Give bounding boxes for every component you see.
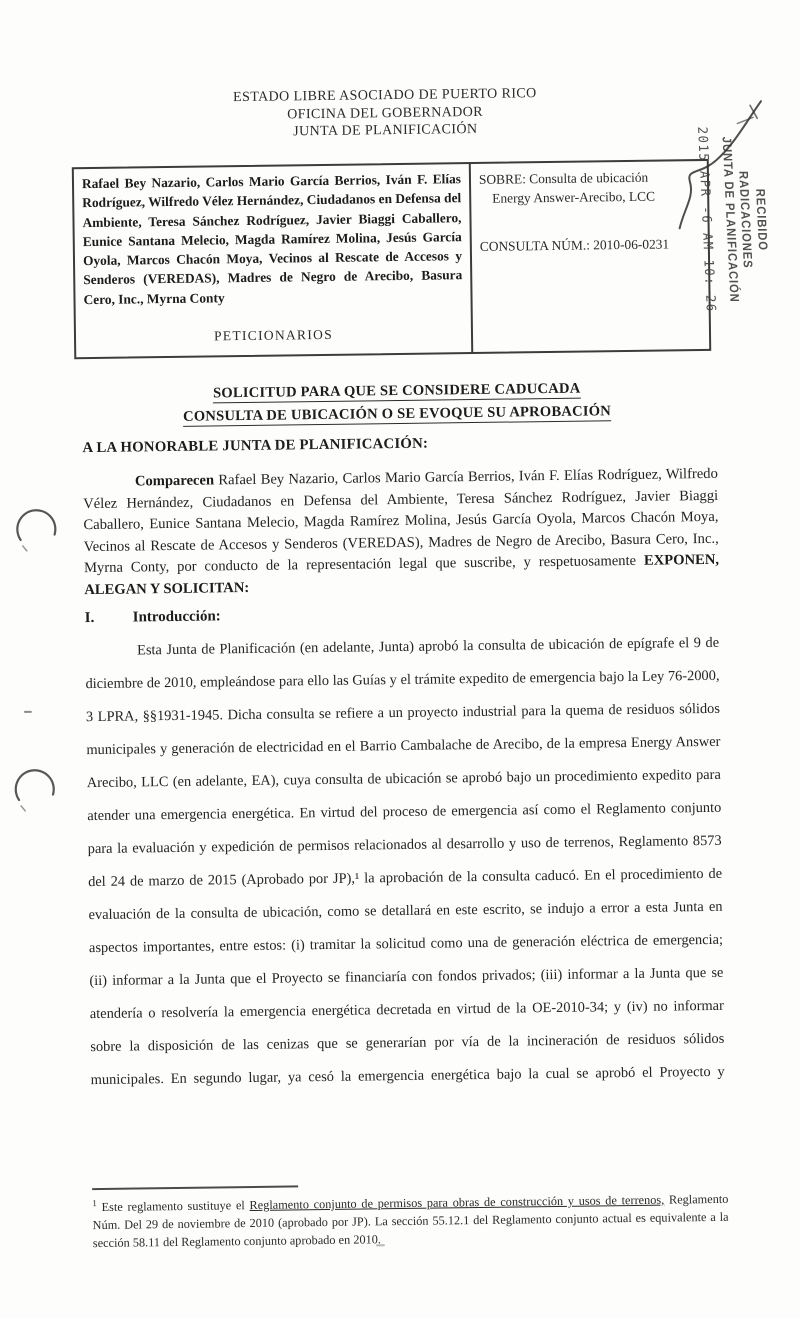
footnote-marker: 1 bbox=[92, 1198, 97, 1209]
stray-mark bbox=[24, 711, 32, 713]
caption-petitioners-cell bbox=[74, 164, 473, 357]
footnote-separator bbox=[92, 1185, 298, 1190]
stamp-received-label: RECIBIDO bbox=[753, 188, 771, 251]
section-heading-label: Introducción: bbox=[132, 608, 221, 626]
letterhead-line-3: JUNTA DE PLANIFICACIÓN bbox=[293, 121, 478, 140]
footnote-underlined-citation: Reglamento conjunto de permisos para obras de construcción y usos de terrenos, bbox=[249, 1192, 665, 1213]
letterhead-line-1: ESTADO LIBRE ASOCIADO DE PUERTO RICO bbox=[233, 86, 537, 106]
document-title-line-2: CONSULTA DE UBICACIÓN O SE EVOQUE SU APROBACIÓN bbox=[182, 402, 612, 425]
petitioners-label: PETICIONARIOS bbox=[213, 326, 334, 344]
caption-case-info-cell bbox=[471, 161, 709, 352]
document-title-line-1: SOLICITUD PARA QUE SE CONSIDERE CADUCADA bbox=[212, 380, 581, 402]
appearance-closing: EXPONEN, ALEGAN Y SOLICITAN: bbox=[84, 552, 720, 599]
appearance-paragraph bbox=[83, 464, 720, 602]
case-subject-line-2: Energy Answer-Arecibo, LCC bbox=[492, 188, 656, 206]
appearance-lead: Comparecen bbox=[134, 472, 215, 490]
section-1-heading bbox=[85, 608, 221, 627]
footnote-text bbox=[92, 1186, 729, 1252]
letterhead-line-2: OFICINA DEL GOBERNADOR bbox=[287, 104, 484, 122]
introduction-paragraph: Esta Junta de Planificación (en adelante, Junta) aprobó la consulta de ubicación de epígrafe el 9 de diciembre de 2010, empleándose para ello las Guías y el trámite expedito de emergencia bajo la Ley 76-2000, 3 LPRA, §§1931-1945. Dicha consulta se refiere a un proyecto industrial para la quema de residuos sólidos municipales y generación de electricidad en el Barrio Cambalache de Arecibo, de la empresa Energy Answer Arecibo, LLC (en adelante, EA), cuya consulta de ubicación se aprobó bajo un procedimiento expedito para atender una emergencia energética. En virtud del proceso de emergencia así como el Reglamento conjunto para la evaluación y expedición de permisos relacionados al desarrollo y uso de terrenos, Reglamento 8573 del 24 de marzo de 2015 (Aprobado por JP),¹ la aprobación de la consulta caducó. En el procedimiento de evaluación de la consulta de ubicación, como se detallará en este escrito, se indujo a error a esta Junta en aspectos importantes, entre estos: (i) tramitar la solicitud como una de generación eléctrica de emergencia; (ii) informar a la Junta que el Proyecto se financiaría con fondos privados; (iii) informar a la Junta que se atendería o resolvería la emergencia energética decretada en virtud de la OE-2010-34; y (iv) no informar sobre la disposición de las cenizas que se generarían por vía de la incineración de residuos sólidos municipales. En segundo lugar, ya cesó la emergencia energética bajo la cual se aprobó el Proyecto y bbox=[85, 634, 725, 1089]
salutation: A LA HONORABLE JUNTA DE PLANIFICACIÓN: bbox=[82, 435, 429, 457]
stamp-radicaciones-label: RADICACIONES bbox=[736, 170, 756, 269]
appearance-body: Rafael Bey Nazario, Carlos Mario García Berrios, Iván F. Elías Rodríguez, Wilfredo Vélez Hernández, Ciudadanos en Defensa del Ambiente, Teresa Sánchez Rodríguez, Javier Biaggi Caballero, Eunice Santana Melecio, Magda Ramírez Molina, Jesús García Oyola, Marcos Chacón Moya, Vecinos al Rescate de Accesos y Senderos (VEREDAS), Madres de Negro de Arecibo, Basura Cero, Inc., Myrna Conty, por conducto de la representación legal que suscribe, y respetuosamente bbox=[83, 465, 719, 577]
section-number: I. bbox=[84, 610, 95, 627]
case-number: CONSULTA NÚM.: 2010-06-0231 bbox=[479, 236, 670, 254]
footnote-pre: Este reglamento sustituye el bbox=[96, 1198, 250, 1215]
petitioners-text: Rafael Bey Nazario, Carlos Mario García Berrios, Iván F. Elías Rodríguez, Wilfredo Vélez Hernández, Ciudadanos en Defensa del Ambiente, Teresa Sánchez Rodríguez, Javier Biaggi Caballero, Eunice Santana Melecio, Magda Ramírez Molina, Jesús García Oyola, Marcos Chacón Moya, Vecinos al Rescate de Accesos y Senderos (VEREDAS), Madres de Negro de Arecibo, Basura Cero, Inc., Myrna Conty bbox=[81, 171, 463, 307]
footnote-post: Reglamento Núm. Del 29 de noviembre de 2010 (aprobado por JP). La sección 55.12.1 del Reglamento conjunto actual es equivalente a la sección 58.11 del Reglamento conjunto aprobado en 2010. bbox=[92, 1191, 729, 1251]
letterhead bbox=[0, 82, 777, 145]
case-subject-line-1: SOBRE: Consulta de ubicación bbox=[478, 169, 649, 187]
stamp-datetime: 2015 APR -6 AM 10: 26 bbox=[694, 126, 719, 313]
case-caption-box bbox=[72, 159, 711, 359]
document-title bbox=[0, 375, 797, 430]
stamp-junta-label: JUNTA DE PLANIFICACIÓN bbox=[719, 136, 742, 303]
